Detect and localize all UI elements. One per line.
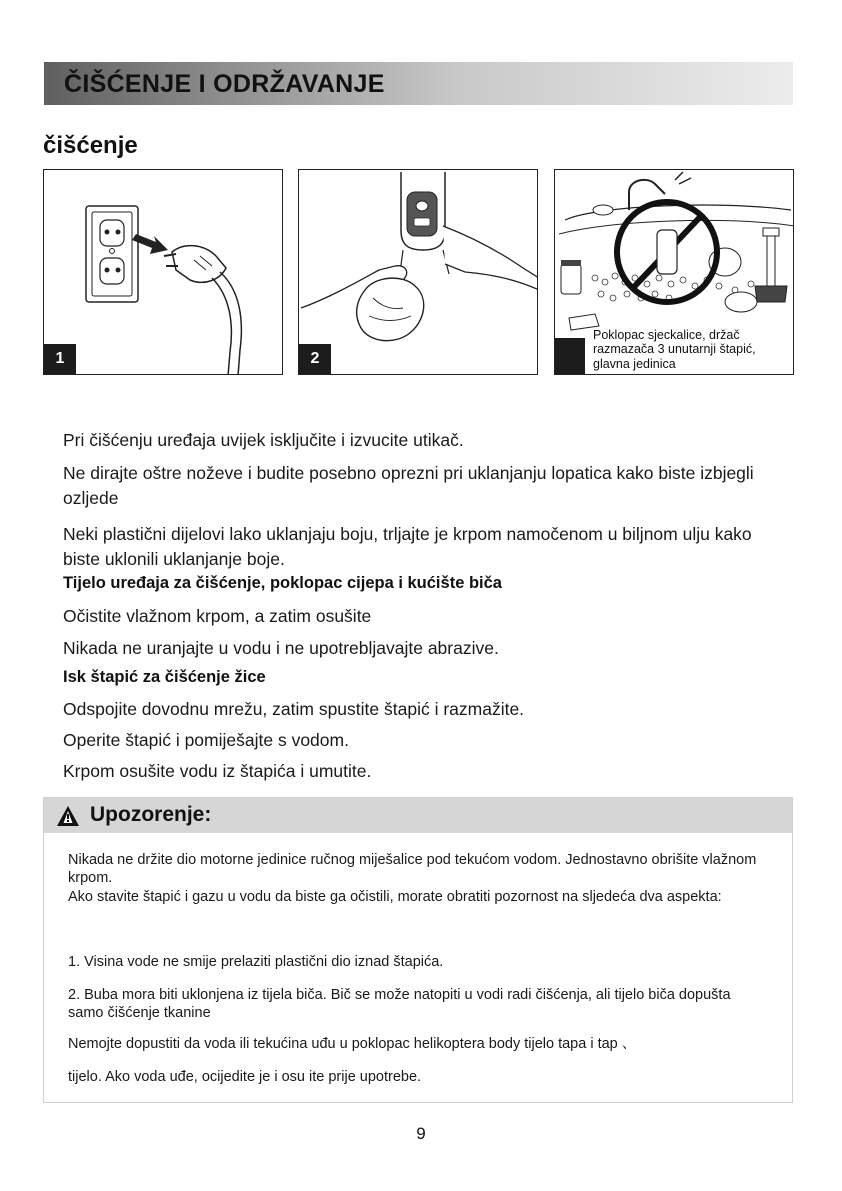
warning-box — [43, 797, 793, 1103]
figure-3 — [554, 169, 794, 375]
section-header — [44, 62, 793, 105]
wipe-handle-icon — [299, 170, 538, 375]
unplug-socket-icon — [44, 170, 283, 375]
figure-1 — [43, 169, 283, 375]
figure-2 — [298, 169, 538, 375]
paragraph-8: Krpom osušite vodu iz štapića i umutite. — [63, 761, 372, 781]
paragraph-2: Ne dirajte oštre noževe i budite posebno oprezni pri uklanjanju lopatica kako biste izbjegli ozljede — [63, 463, 754, 508]
step-number-2: 2 — [299, 344, 331, 374]
warning-text-4: tijelo. Ako voda uđe, ocijedite je i osu ite prije upotrebe. — [68, 1069, 422, 1085]
subsection-heading-2: Isk štapić za čišćenje žice — [63, 668, 266, 686]
subsection-heading-1: Tijelo uređaja za čišćenje, poklopac cijepa i kućište biča — [63, 574, 502, 592]
subheading: čišćenje — [43, 132, 138, 159]
warning-triangle-icon — [56, 805, 80, 827]
warning-title: Upozorenje: — [90, 803, 212, 826]
paragraph-4: Očistite vlažnom krpom, a zatim osušite — [63, 606, 372, 626]
warning-text-3: Nemojte dopustiti da voda ili tekućina uđu u poklopac helikoptera body tijelo tapa i tap 、 — [68, 1036, 637, 1052]
warning-text-2: Ako stavite štapić i gazu u vodu da biste ga očistili, morate obratiti pozornost na sljedeća dva aspekta: — [68, 889, 722, 905]
paragraph-5: Nikada ne uranjajte u vodu i ne upotrebljavajte abrazive. — [63, 638, 499, 658]
page-number: 9 — [416, 1124, 426, 1143]
warning-item-1: 1. Visina vode ne smije prelaziti plastični dio iznad štapića. — [68, 954, 444, 970]
step-marker-3 — [555, 338, 585, 374]
section-title: ČIŠĆENJE I ODRŽAVANJE — [64, 70, 385, 98]
figure-3-caption: Poklopac sjeckalice, držač razmazača 3 unutarnji štapić, glavna jedinica — [593, 327, 756, 371]
paragraph-1: Pri čišćenju uređaja uvijek isključite i izvucite utikač. — [63, 430, 464, 450]
warning-header — [44, 798, 792, 833]
paragraph-6: Odspojite dovodnu mrežu, zatim spustite štapić i razmažite. — [63, 699, 525, 719]
warning-item-2: 2. Buba mora biti uklonjena iz tijela biča. Bič se može natopiti u vodi radi čišćenja, ali tijelo biča dopušta samo čišćenje tkanine — [68, 987, 731, 1021]
paragraph-7: Operite štapić i pomiješajte s vodom. — [63, 730, 349, 750]
warning-text-1: Nikada ne držite dio motorne jedinice ručnog miješalice pod tekućom vodom. Jednostavno obrišite vlažnom krpom. — [68, 852, 757, 886]
step-number-1: 1 — [44, 344, 76, 374]
paragraph-3: Neki plastični dijelovi lako uklanjaju boju, trljajte je krpom namočenom u biljnom ulju kako biste uklonili uklanjanje boje. — [63, 524, 752, 569]
